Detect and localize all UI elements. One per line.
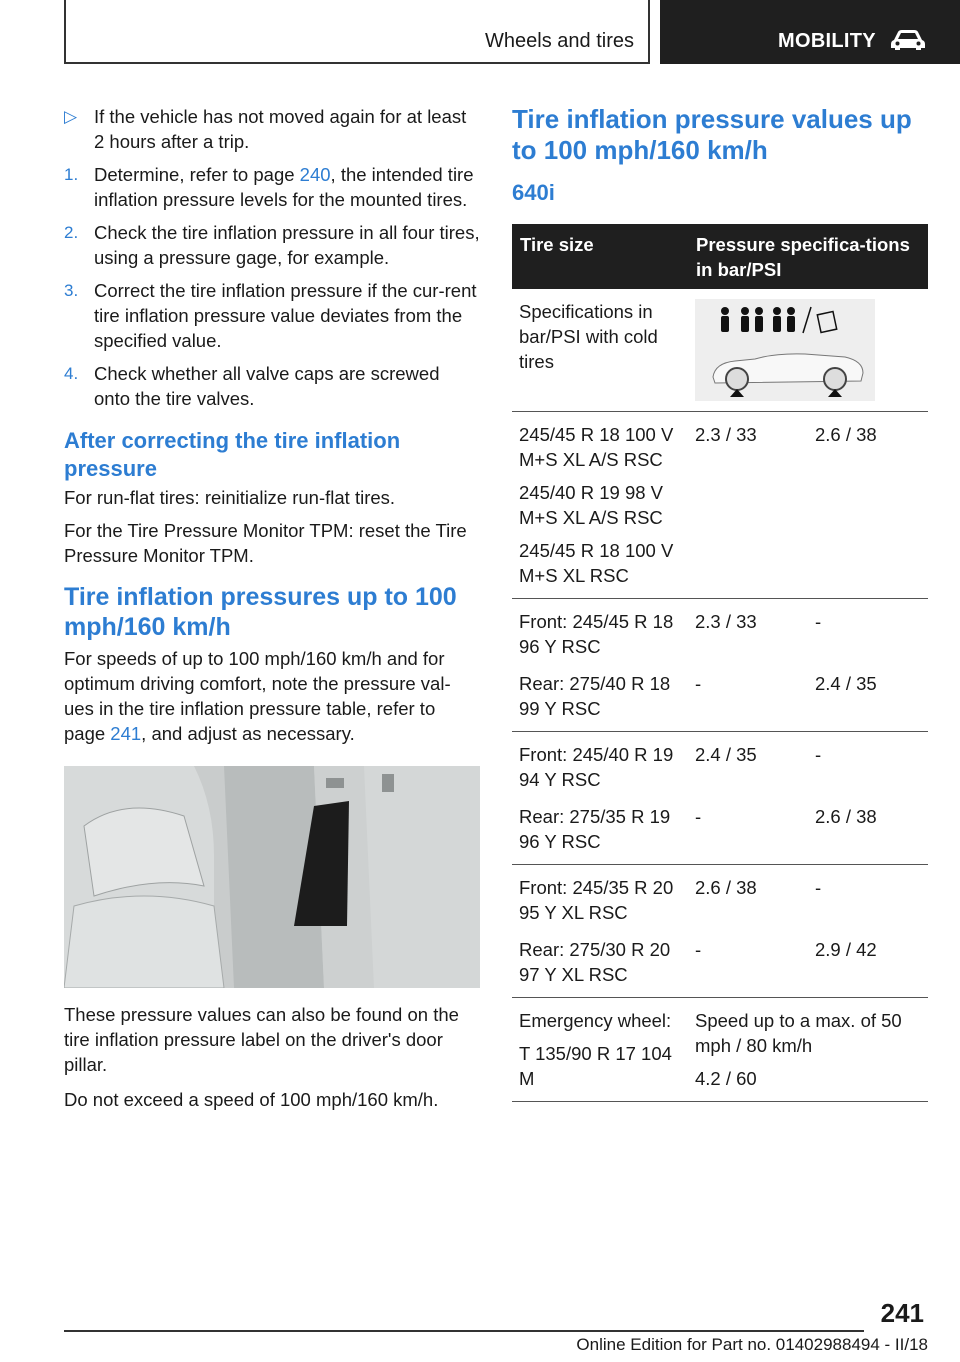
pressure-value-cell: -: [815, 744, 822, 765]
pressure-values-heading: Tire inflation pressure values up to 100 mph/160 km/h: [512, 104, 912, 165]
column-header-tire-size: Tire size: [512, 224, 688, 289]
page-link[interactable]: 240: [299, 164, 331, 185]
procedure-list: [64, 104, 480, 411]
tire-size-cell: [512, 667, 688, 732]
table-row: [512, 933, 928, 998]
right-column: [512, 104, 928, 1102]
tpm-paragraph: For the Tire Pressure Monitor TPM: reset the Tire Pressure Monitor TPM.: [64, 520, 467, 566]
tire-size-text: Front: 245/35 R 20 95 Y XL RSC: [519, 877, 674, 923]
list-item-text: Check whether all valve caps are screwed onto the tire valves.: [94, 363, 440, 409]
tire-size-text: 245/45 R 18 100 V M+S XL RSC: [519, 540, 674, 586]
step-number: 3.: [64, 281, 79, 300]
load-diagram-cell: [688, 289, 928, 412]
door-pillar-photo: [64, 766, 480, 988]
tire-size-cell: [512, 800, 688, 865]
section-title: Wheels and tires: [485, 30, 634, 52]
table-row: [512, 865, 928, 934]
speed-warning: Do not exceed a speed of 100 mph/160 km/h.: [64, 1089, 439, 1110]
load-diagram: [695, 299, 875, 401]
car-icon: [888, 28, 928, 52]
chapter-tab[interactable]: [660, 0, 960, 64]
tire-size-text: 4.2 / 60: [695, 1068, 757, 1089]
tire-size-text: Speed up to a max. of 50 mph / 80 km/h: [695, 1010, 902, 1056]
list-item: [64, 104, 480, 154]
tire-size-cell: [512, 412, 688, 599]
pressure-value-cell: 2.6 / 38: [808, 412, 928, 599]
emergency-wheel-cell: [512, 998, 688, 1102]
table-row: [512, 289, 928, 412]
list-item: [64, 162, 480, 212]
run-flat-paragraph: For run-flat tires: reinitialize run-flat tires.: [64, 487, 396, 508]
model-heading: 640i: [512, 180, 555, 205]
pressure-value-cell: -: [688, 800, 808, 865]
pressure-value-cell: 2.3 / 33: [688, 412, 808, 599]
pressure-value-cell: 2.3 / 33: [695, 611, 757, 632]
list-item-text: , the intended tire inflation pressure levels for the mounted tires.: [94, 164, 474, 210]
tire-size-text: Emergency wheel:: [519, 1010, 672, 1031]
tire-size-text: Rear: 275/30 R 20 97 Y XL RSC: [519, 939, 671, 985]
page-number: 241: [880, 1298, 924, 1328]
table-row: [512, 412, 928, 599]
pressure-value-cell: -: [688, 667, 808, 732]
pressure-value-cell: -: [688, 933, 808, 998]
speed-pressure-heading: Tire inflation pressures up to 100 mph/160 km/h: [64, 583, 457, 641]
table-row: [512, 599, 928, 668]
tire-size-text: Front: 245/40 R 19 94 Y RSC: [519, 744, 674, 790]
list-item: [64, 220, 480, 270]
list-item-text: If the vehicle has not moved again for at least 2 hours after a trip.: [94, 106, 467, 152]
pressure-value-cell: 2.6 / 38: [808, 800, 928, 865]
edition-text: Online Edition for Part no. 01402988494 - II/18: [576, 1335, 928, 1354]
list-item-text: Correct the tire inflation pressure if the cur‐rent tire inflation pressure value deviates from the specified value.: [94, 280, 477, 351]
page-link[interactable]: 241: [110, 723, 142, 744]
photo-caption: These pressure values can also be found on the tire inflation pressure label on the driver's door pillar.: [64, 1004, 459, 1075]
tire-size-text: Front: 245/45 R 18 96 Y RSC: [519, 611, 674, 657]
footer-divider: [64, 1330, 864, 1332]
tire-size-cell: [512, 933, 688, 998]
header-divider-bottom: [64, 62, 650, 64]
tire-size-text: Rear: 275/40 R 18 99 Y RSC: [519, 673, 671, 719]
spec-label-cell: Specifications in bar/PSI with cold tires: [512, 289, 688, 412]
list-item-text: Check the tire inflation pressure in all four tires, using a pressure gage, for example.: [94, 222, 480, 268]
tire-size-text: T 135/90 R 17 104 M: [519, 1043, 672, 1089]
list-item-text: Determine, refer to page: [94, 164, 300, 185]
emergency-pressure-cell: [688, 998, 928, 1102]
column-header-pressure: Pressure specifica‐tions in bar/PSI: [688, 224, 928, 289]
table-row: [512, 800, 928, 865]
speed-paragraph-text: For speeds of up to 100 mph/160 km/h and for optimum driving comfort, note the pressure val‐ues in the tire inflation pressure table, refer to page: [64, 648, 451, 744]
speed-paragraph-text: , and adjust as necessary.: [141, 723, 355, 744]
header-divider-right: [648, 0, 650, 64]
list-item: [64, 361, 480, 411]
pressure-value-cell: 2.9 / 42: [808, 933, 928, 998]
chapter-label: MOBILITY: [778, 30, 876, 52]
step-number: 1.: [64, 165, 79, 184]
tire-size-text: 245/40 R 19 98 V M+S XL A/S RSC: [519, 482, 663, 528]
triangle-bullet-icon: ▷: [64, 107, 78, 126]
pressure-value-cell: 2.6 / 38: [695, 877, 757, 898]
tire-size-cell: [512, 865, 688, 934]
table-header-row: [512, 224, 928, 289]
pressure-table: [512, 224, 928, 1102]
pressure-value-cell: -: [815, 877, 822, 898]
pressure-value-cell: 2.4 / 35: [695, 744, 757, 765]
tire-size-cell: [512, 599, 688, 668]
step-number: 4.: [64, 364, 79, 383]
occupants-luggage-icon: [695, 299, 875, 401]
tire-size-cell: [512, 732, 688, 801]
header-divider-left: [64, 0, 66, 64]
table-row: [512, 732, 928, 801]
door-pillar-illustration: [64, 766, 480, 988]
page-header: [0, 0, 960, 66]
speed-pressure-paragraph: [64, 646, 480, 746]
tire-size-text: Rear: 275/35 R 19 96 Y RSC: [519, 806, 671, 852]
after-correcting-heading: After correcting the tire inflation pressure: [64, 428, 401, 481]
table-row: [512, 667, 928, 732]
pressure-value-cell: 2.4 / 35: [808, 667, 928, 732]
left-column: [64, 104, 480, 1120]
table-row: [512, 998, 928, 1102]
pressure-value-cell: -: [815, 611, 822, 632]
step-number: 2.: [64, 223, 79, 242]
list-item: [64, 278, 480, 353]
tire-size-text: 245/45 R 18 100 V M+S XL A/S RSC: [519, 424, 674, 470]
